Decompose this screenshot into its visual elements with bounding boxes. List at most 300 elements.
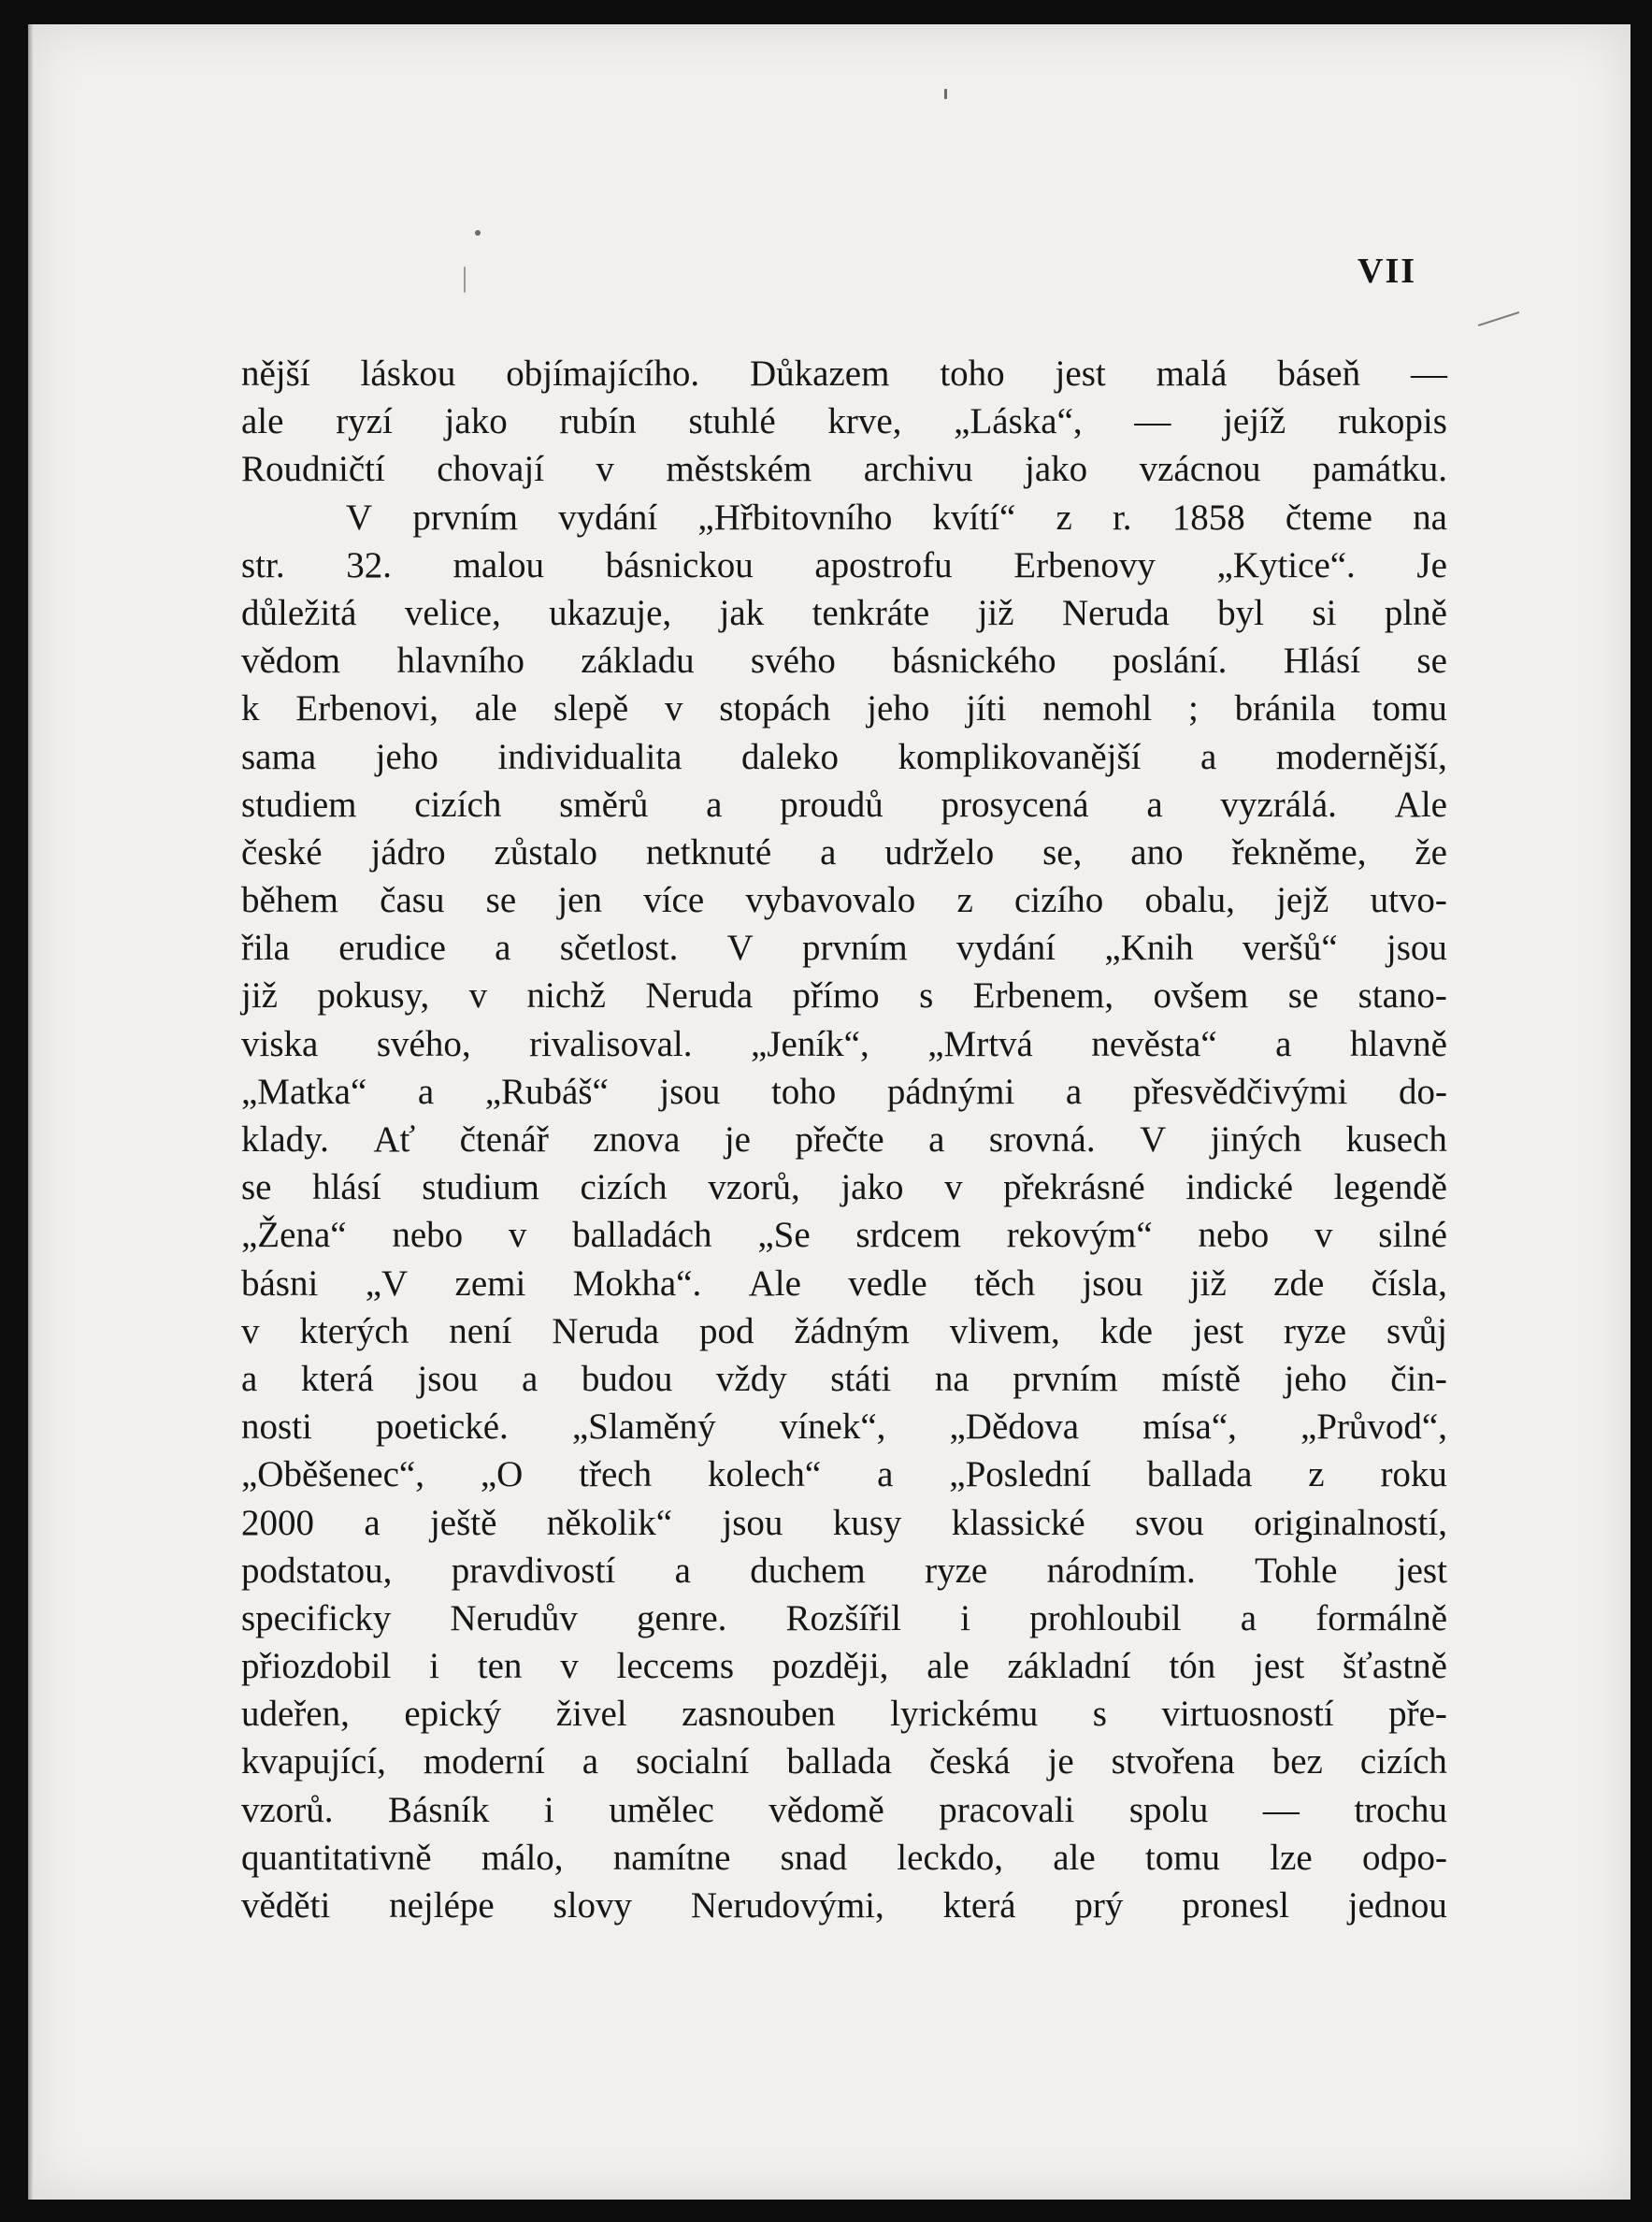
- text-line: [241, 541, 1447, 589]
- text-line: [241, 685, 1447, 732]
- word: velice,: [404, 592, 501, 633]
- text-line: [241, 1116, 1447, 1163]
- word: národním.: [1046, 1550, 1196, 1591]
- word: že: [1415, 831, 1447, 873]
- text-line: [241, 1547, 1447, 1594]
- word: objímajícího.: [506, 354, 700, 394]
- word: svého: [750, 641, 836, 682]
- word: rubín: [559, 401, 637, 442]
- text-line: [241, 1499, 1447, 1547]
- word: hlavně: [1349, 1023, 1447, 1064]
- word: budou: [581, 1358, 673, 1399]
- word: umělec: [609, 1789, 714, 1830]
- word: pádnými: [886, 1071, 1015, 1112]
- word: a: [706, 784, 723, 825]
- text-line: [241, 1738, 1447, 1785]
- word: „V: [365, 1262, 409, 1304]
- word: v: [1314, 1215, 1333, 1256]
- word: kde: [1099, 1310, 1153, 1351]
- word: vydání: [558, 497, 658, 538]
- text-line: [241, 1594, 1447, 1642]
- word: hlavního: [396, 641, 524, 682]
- word: vínek“,: [779, 1407, 886, 1448]
- word: zůstalo: [494, 831, 597, 873]
- word: ještě: [429, 1502, 497, 1543]
- word: šťastně: [1343, 1646, 1447, 1687]
- word: toho: [940, 354, 1005, 394]
- word: Nerudovými,: [690, 1885, 884, 1926]
- word: prvním: [1013, 1358, 1118, 1399]
- word: ryzí: [336, 401, 393, 442]
- word: si: [1312, 592, 1337, 633]
- word: několik“: [546, 1502, 673, 1543]
- word: později,: [771, 1646, 889, 1687]
- word: Mokha“.: [572, 1262, 702, 1304]
- word: čtenář: [459, 1119, 549, 1160]
- word: vybavovalo: [745, 880, 916, 921]
- word: se: [485, 880, 517, 921]
- word: jest: [1055, 354, 1106, 394]
- word: str.: [241, 544, 285, 585]
- page-number: VII: [1358, 252, 1417, 291]
- word: roku: [1380, 1454, 1447, 1495]
- word: Je: [1416, 544, 1447, 585]
- word: ovšem: [1153, 975, 1249, 1017]
- word: jeho: [375, 736, 438, 777]
- word: „Kytice“.: [1216, 544, 1356, 585]
- word: toho: [770, 1071, 837, 1112]
- book-page: [28, 24, 1630, 2200]
- word: 1858: [1171, 497, 1245, 538]
- word: s: [919, 975, 934, 1017]
- word: a: [877, 1454, 894, 1495]
- word: kusech: [1345, 1119, 1447, 1160]
- word: originalností,: [1254, 1502, 1447, 1543]
- word: v: [944, 1167, 963, 1208]
- word: prvním: [412, 497, 518, 538]
- word: ballada: [1146, 1454, 1253, 1495]
- word: V: [726, 928, 754, 969]
- word: svůj: [1386, 1310, 1447, 1351]
- word: trochu: [1354, 1789, 1447, 1830]
- word: jako: [444, 401, 508, 442]
- word: udrželo: [884, 831, 995, 873]
- word: žádným: [794, 1310, 910, 1351]
- word: do-: [1398, 1071, 1447, 1112]
- word: specificky: [241, 1597, 392, 1638]
- word: a: [241, 1358, 258, 1399]
- word: z: [1308, 1454, 1325, 1495]
- word: indické: [1185, 1167, 1294, 1208]
- word: Rozšířil: [785, 1597, 902, 1638]
- word: epický: [404, 1694, 502, 1735]
- word: chovají: [437, 449, 545, 490]
- word: sčetlost.: [559, 928, 679, 969]
- body-text: [241, 350, 1447, 1929]
- word: vydání: [955, 928, 1056, 969]
- word: jsou: [417, 1358, 479, 1399]
- word: jeho: [867, 688, 930, 729]
- word: důležitá: [241, 592, 357, 633]
- word: je: [724, 1119, 751, 1160]
- word: „Průvod“,: [1300, 1407, 1447, 1448]
- word: jen: [557, 880, 602, 921]
- word: městském: [666, 449, 812, 490]
- text-line: [241, 1307, 1447, 1355]
- word: malá: [1156, 354, 1228, 394]
- word: rekovým“: [1006, 1215, 1153, 1256]
- word: —: [1410, 354, 1447, 394]
- word: z: [956, 880, 973, 921]
- word: která: [300, 1358, 374, 1399]
- word: byl: [1217, 592, 1265, 633]
- word: jednou: [1347, 1885, 1447, 1926]
- word: namítne: [612, 1837, 731, 1878]
- word: —: [1134, 401, 1171, 442]
- text-line: [241, 829, 1447, 876]
- word: čin-: [1390, 1358, 1447, 1399]
- word: svého,: [376, 1023, 471, 1064]
- text-line: [241, 1450, 1447, 1498]
- word: apostrofu: [814, 544, 953, 585]
- word: a: [674, 1550, 691, 1591]
- word: r.: [1112, 497, 1132, 538]
- word: na: [1413, 497, 1447, 538]
- word: „Jeník“,: [751, 1023, 869, 1064]
- word: i: [543, 1789, 554, 1830]
- word: a: [521, 1358, 539, 1399]
- word: „O: [480, 1454, 524, 1495]
- text-line: [241, 397, 1447, 445]
- word: na: [934, 1358, 970, 1399]
- word: komplikovanější: [898, 736, 1142, 777]
- word: i: [429, 1646, 439, 1687]
- word: prý: [1074, 1885, 1124, 1926]
- word: Ale: [748, 1262, 801, 1304]
- word: —: [1262, 1789, 1300, 1830]
- word: v: [468, 975, 488, 1017]
- word: ale: [1053, 1837, 1096, 1878]
- word: básnickou: [605, 544, 754, 585]
- word: vyzrálá.: [1220, 784, 1337, 825]
- word: báseň: [1277, 354, 1361, 394]
- word: „Poslední: [949, 1454, 1091, 1495]
- word: 32.: [346, 544, 392, 585]
- word: jsou: [722, 1502, 783, 1543]
- word: kvítí“: [932, 497, 1016, 538]
- word: stvořena: [1111, 1741, 1235, 1782]
- word: a: [495, 928, 511, 969]
- word: vzorů,: [708, 1167, 800, 1208]
- word: srdcem: [855, 1215, 961, 1256]
- word: kvapující,: [241, 1741, 386, 1782]
- word: snad: [780, 1837, 848, 1878]
- word: v: [241, 1310, 260, 1351]
- word: balladách: [572, 1215, 712, 1256]
- word: „Slaměný: [571, 1407, 716, 1448]
- word: tón: [1169, 1646, 1216, 1687]
- word: viska: [241, 1023, 319, 1064]
- word: a: [1146, 784, 1163, 825]
- word: „Mrtvá: [927, 1023, 1033, 1064]
- word: formálně: [1315, 1597, 1447, 1638]
- word: hlásí: [312, 1167, 381, 1208]
- word: láskou: [360, 354, 456, 394]
- text-line: [241, 876, 1447, 924]
- word: kusy: [832, 1502, 902, 1543]
- word: vědomě: [769, 1789, 884, 1830]
- word: i: [960, 1597, 970, 1638]
- word: poslání.: [1113, 641, 1228, 682]
- word: ten: [477, 1646, 523, 1687]
- word: která: [942, 1885, 1016, 1926]
- word: klady.: [241, 1119, 329, 1160]
- word: překrásné: [1003, 1167, 1145, 1208]
- word: „Láska“,: [954, 401, 1083, 442]
- word: slepě: [553, 688, 629, 729]
- word: jíti: [966, 688, 1007, 729]
- word: státi: [830, 1358, 892, 1399]
- word: veršů“: [1242, 928, 1338, 969]
- text-line: [241, 1020, 1447, 1068]
- word: v: [508, 1215, 527, 1256]
- word: jsou: [1386, 928, 1447, 969]
- word: ale: [241, 401, 284, 442]
- word: a: [417, 1071, 435, 1112]
- word: Neruda: [645, 975, 754, 1017]
- word: zde: [1273, 1262, 1325, 1304]
- word: „Žena“: [241, 1215, 347, 1256]
- word: přiozdobil: [241, 1646, 392, 1687]
- word: „Matka“: [241, 1071, 367, 1112]
- word: vlivem,: [949, 1310, 1060, 1351]
- word: málo,: [481, 1837, 564, 1878]
- word: leccems: [616, 1646, 735, 1687]
- word: znova: [593, 1119, 681, 1160]
- word: svou: [1135, 1502, 1204, 1543]
- word: jest: [1192, 1310, 1244, 1351]
- word: cizího: [1014, 880, 1104, 921]
- word: s: [1092, 1694, 1107, 1735]
- word: Ať: [373, 1119, 416, 1160]
- word: tomu: [1144, 1837, 1221, 1878]
- word: bránila: [1234, 688, 1336, 729]
- word: kolech“: [707, 1454, 822, 1495]
- word: cizích: [580, 1167, 668, 1208]
- page-edge: [28, 24, 34, 2200]
- word: pravdivostí: [451, 1550, 616, 1591]
- word: nebo: [392, 1215, 464, 1256]
- word: pod: [698, 1310, 754, 1351]
- text-line: [241, 972, 1447, 1019]
- word: cizích: [414, 784, 502, 825]
- word: nosti: [241, 1407, 312, 1448]
- word: cizích: [1359, 1741, 1447, 1782]
- word: Tohle: [1255, 1550, 1338, 1591]
- word: směrů: [559, 784, 649, 825]
- word: základní: [1007, 1646, 1131, 1687]
- word: mísa“,: [1142, 1407, 1237, 1448]
- word: a: [1200, 736, 1217, 777]
- word: „Knih: [1104, 928, 1194, 969]
- word: utvo-: [1370, 880, 1447, 921]
- word: vzácnou: [1139, 449, 1261, 490]
- text-line: [241, 733, 1447, 781]
- word: vždy: [715, 1358, 787, 1399]
- word: Neruda: [1061, 592, 1170, 633]
- word: Hlásí: [1283, 641, 1361, 682]
- word: V: [346, 497, 373, 538]
- text-line: [241, 445, 1447, 493]
- word: plně: [1384, 592, 1447, 633]
- word: jest: [1396, 1550, 1447, 1591]
- word: sama: [241, 736, 317, 777]
- word: čteme: [1285, 497, 1372, 538]
- word: udeřen,: [241, 1694, 350, 1735]
- word: prohloubil: [1029, 1597, 1182, 1638]
- text-line: [241, 781, 1447, 829]
- word: spolu: [1128, 1789, 1209, 1830]
- word: k: [241, 688, 260, 729]
- word: třech: [579, 1454, 653, 1495]
- word: nebo: [1198, 1215, 1270, 1256]
- word: Důkazem: [750, 354, 890, 394]
- word: jeho: [1284, 1358, 1347, 1399]
- word: erudice: [338, 928, 446, 969]
- word: legendě: [1333, 1167, 1447, 1208]
- word: v: [664, 688, 683, 729]
- word: proudů: [780, 784, 883, 825]
- word: stopách: [719, 688, 831, 729]
- word: studiem: [241, 784, 357, 825]
- word: Ale: [1394, 784, 1447, 825]
- text-line: [241, 1690, 1447, 1738]
- word: genre.: [637, 1597, 727, 1638]
- text-line: [241, 637, 1447, 685]
- word: tenkráte: [812, 592, 930, 633]
- word: daleko: [741, 736, 839, 777]
- word: se: [1287, 975, 1319, 1017]
- print-speck: [464, 267, 466, 293]
- word: lyrickému: [890, 1694, 1039, 1735]
- word: Neruda: [552, 1310, 660, 1351]
- word: v: [560, 1646, 579, 1687]
- word: individualita: [497, 736, 682, 777]
- word: socialní: [636, 1741, 750, 1782]
- word: pokusy,: [317, 975, 430, 1017]
- word: nichž: [526, 975, 606, 1017]
- word: během: [241, 880, 338, 921]
- word: ballada: [786, 1741, 892, 1782]
- word: „Dědova: [949, 1407, 1080, 1448]
- word: silné: [1378, 1215, 1447, 1256]
- word: se,: [1042, 831, 1083, 873]
- word: „Se: [757, 1215, 811, 1256]
- word: času: [380, 880, 445, 921]
- word: archivu: [863, 449, 973, 490]
- word: vedle: [848, 1262, 927, 1304]
- word: přímo: [792, 975, 880, 1017]
- word: nemohl: [1042, 688, 1153, 729]
- word: prvním: [802, 928, 908, 969]
- word: z: [1056, 497, 1072, 538]
- word: řekněme,: [1231, 831, 1367, 873]
- word: nevěsta“: [1091, 1023, 1217, 1064]
- word: je: [1047, 1741, 1074, 1782]
- text-line: [241, 1163, 1447, 1211]
- word: a: [1275, 1023, 1292, 1064]
- text-line: [241, 494, 1447, 541]
- word: rukopis: [1337, 401, 1447, 442]
- word: Erbenem,: [972, 975, 1114, 1017]
- word: básni: [241, 1262, 319, 1304]
- word: básnického: [892, 641, 1056, 682]
- word: ale: [474, 688, 518, 729]
- word: jádro: [370, 831, 446, 873]
- word: již: [1189, 1262, 1227, 1304]
- word: česká: [928, 1741, 1011, 1782]
- word: řila: [241, 928, 290, 969]
- word: Roudničtí: [241, 449, 385, 490]
- text-line: [241, 1260, 1447, 1307]
- word: pracovali: [939, 1789, 1075, 1830]
- text-line: [241, 350, 1447, 397]
- word: jejíž: [1223, 401, 1286, 442]
- word: klassické: [951, 1502, 1085, 1543]
- word: v: [596, 449, 614, 490]
- word: již: [977, 592, 1014, 633]
- word: kterých: [299, 1310, 409, 1351]
- word: a: [364, 1502, 381, 1543]
- word: jako: [1025, 449, 1088, 490]
- text-line: [241, 924, 1447, 972]
- word: odpo-: [1361, 1837, 1447, 1878]
- word: památku.: [1312, 449, 1447, 490]
- word: srovná.: [988, 1119, 1096, 1160]
- word: 2000: [241, 1502, 314, 1543]
- word: vzorů.: [241, 1789, 334, 1830]
- word: moderní: [423, 1741, 545, 1782]
- word: rivalisoval.: [529, 1023, 693, 1064]
- word: jsou: [1082, 1262, 1143, 1304]
- word: „Oběšenec“,: [241, 1454, 424, 1495]
- word: jiných: [1210, 1119, 1302, 1160]
- word: Erbenovy: [1013, 544, 1156, 585]
- word: tomu: [1372, 688, 1447, 729]
- word: jest: [1254, 1646, 1305, 1687]
- word: jejž: [1276, 880, 1329, 921]
- word: modernější,: [1275, 736, 1447, 777]
- print-speck: [475, 230, 481, 236]
- word: malou: [453, 544, 545, 585]
- print-speck: [944, 89, 947, 99]
- word: Básník: [388, 1789, 490, 1830]
- word: přečte: [795, 1119, 884, 1160]
- word: studium: [422, 1167, 539, 1208]
- word: těch: [974, 1262, 1036, 1304]
- word: přesvědčivými: [1132, 1071, 1348, 1112]
- word: již: [241, 975, 278, 1017]
- word: quantitativně: [241, 1837, 432, 1878]
- text-line: [241, 1642, 1447, 1690]
- word: pře-: [1388, 1694, 1447, 1735]
- word: jako: [840, 1167, 904, 1208]
- word: slovy: [553, 1885, 633, 1926]
- word: a: [820, 831, 837, 873]
- word: Erbenovi,: [295, 688, 438, 729]
- word: ukazuje,: [549, 592, 672, 633]
- word: duchem: [750, 1550, 866, 1591]
